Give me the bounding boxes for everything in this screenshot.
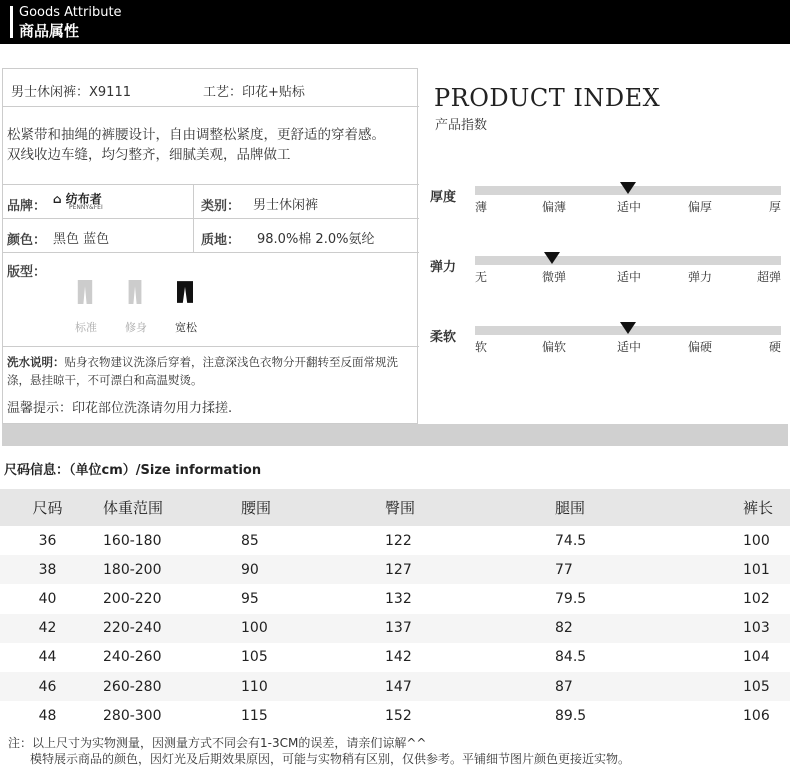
table-cell: 102 [743, 590, 770, 607]
table-row [0, 643, 790, 672]
table-cell: 101 [665, 555, 790, 584]
banner-title-cn: 商品属性 [19, 22, 80, 40]
table-cell: 100 [225, 614, 355, 643]
scale-track [475, 256, 781, 265]
size-table-header [0, 489, 790, 526]
attribute-row-product [3, 69, 419, 107]
size-column-header: 臀围 [355, 489, 535, 526]
size-column-header: 裤长 [665, 489, 790, 526]
table-cell: 100 [743, 532, 770, 549]
scale-marker-icon [620, 182, 636, 194]
fit-label: 版型： [7, 265, 47, 280]
size-note: 注：以上尺寸为实物测量，因测量方式不同会有1-3CM的误差，请亲们谅解^^ [8, 736, 427, 750]
banner-title-en: Goods Attribute [19, 5, 122, 20]
size-info-title: 尺码信息：（单位cm）/Size information [4, 463, 262, 478]
table-cell: 85 [241, 532, 259, 549]
cell-divider [193, 185, 194, 219]
color-value: 黑色 蓝色 [53, 232, 110, 247]
table-cell: 40 [38, 590, 57, 607]
scale-label: 弹力 [430, 260, 457, 275]
table-cell: 104 [743, 649, 770, 666]
table-cell: 137 [355, 614, 535, 643]
table-cell: 48 [38, 707, 57, 724]
fit-option-label: 修身 [125, 321, 147, 334]
table-cell: 142 [385, 649, 412, 666]
table-cell: 105 [241, 649, 268, 666]
table-cell: 89.5 [555, 707, 587, 724]
scale-tick-label: 偏硬 [688, 340, 713, 354]
attribute-row-brand [3, 185, 419, 219]
table-cell: 152 [385, 707, 412, 724]
cell-divider [193, 219, 194, 253]
banner-accent-bar [10, 6, 13, 38]
table-cell: 95 [241, 590, 259, 607]
scale-tick-label: 薄 [475, 200, 488, 214]
table-cell: 106 [743, 707, 770, 724]
product-description [7, 125, 385, 165]
size-table [0, 489, 790, 730]
care-tip: 温馨提示：印花部位洗涤请勿用力揉搓. [7, 401, 233, 416]
table-cell: 110 [225, 672, 355, 701]
attribute-panel [2, 68, 418, 424]
size-table-body [0, 526, 790, 730]
brand-logo-icon: ⌂ [53, 192, 62, 206]
table-cell: 46 [0, 672, 95, 701]
scale-tick-label: 微弹 [542, 270, 567, 284]
table-row [0, 555, 790, 584]
material-label: 质地： [201, 233, 241, 248]
table-cell: 200-220 [103, 590, 162, 607]
description-line: 松紧带和抽绳的裤腰设计，自由调整松紧度，更舒适的穿着感。 [7, 127, 385, 143]
table-cell: 82 [535, 614, 665, 643]
table-row [0, 526, 790, 555]
fit-option-label: 标准 [75, 321, 97, 334]
table-cell: 38 [0, 555, 95, 584]
category-label: 类别： [201, 199, 241, 214]
table-cell: 122 [385, 532, 412, 549]
scale-label: 厚度 [430, 190, 457, 205]
scale-tick-label: 弹力 [688, 270, 713, 284]
brand-label: 品牌： [7, 199, 47, 214]
table-cell: 105 [665, 672, 790, 701]
description-line: 双线收边车缝，均匀整齐，细腻美观，品牌做工 [7, 147, 291, 163]
table-cell: 127 [355, 555, 535, 584]
table-row [0, 614, 790, 643]
table-cell: 42 [0, 614, 95, 643]
scale-marker-icon [544, 252, 560, 264]
table-row [0, 672, 790, 701]
scale-tick-label: 硬 [768, 340, 781, 354]
table-row [0, 584, 790, 613]
pants-icon [77, 279, 93, 305]
size-column-header: 尺码 [0, 489, 95, 526]
size-column-header: 腿围 [535, 489, 665, 526]
section-banner [0, 0, 790, 44]
scale-tick-label: 软 [475, 340, 488, 354]
scale-marker-icon [620, 322, 636, 334]
table-cell: 87 [535, 672, 665, 701]
table-cell: 79.5 [555, 590, 587, 607]
attribute-row-description [3, 107, 419, 185]
product-line: 男士休闲裤：X9111 [11, 85, 131, 100]
scale-tick-label: 厚 [768, 200, 781, 214]
size-column-header: 腰围 [225, 489, 355, 526]
table-cell: 147 [355, 672, 535, 701]
scale-tick-label: 偏厚 [688, 200, 713, 214]
table-cell: 74.5 [555, 532, 587, 549]
section-divider [2, 424, 788, 446]
scale-tick-label: 偏软 [542, 340, 567, 354]
table-cell: 36 [38, 532, 57, 549]
category-value: 男士休闲裤 [253, 198, 319, 213]
table-cell: 180-200 [95, 555, 225, 584]
attribute-row-care [3, 347, 419, 423]
craft-line: 工艺：印花+贴标 [203, 85, 305, 100]
table-cell: 160-180 [103, 532, 162, 549]
scale-tick-label: 无 [475, 270, 488, 284]
brand-logo: ⌂ 纺布者 PENNY&FEI [53, 192, 103, 211]
table-cell: 240-260 [103, 649, 162, 666]
scale-tick-label: 适中 [617, 270, 642, 284]
attribute-row-color [3, 219, 419, 253]
product-index-subtitle: 产品指数 [435, 118, 488, 133]
pants-icon [177, 279, 193, 305]
attribute-row-fit [3, 253, 419, 347]
table-cell: 77 [535, 555, 665, 584]
table-cell: 84.5 [555, 649, 587, 666]
table-cell: 280-300 [103, 707, 162, 724]
color-note: 模特展示商品的颜色，因灯光及后期效果原因，可能与实物稍有区别，仅供参考。平铺细节图片颜色更接近实物。 [30, 752, 631, 766]
table-cell: 220-240 [95, 614, 225, 643]
pants-icon [127, 279, 143, 305]
scale-tick-label: 适中 [617, 200, 642, 214]
color-label: 颜色： [7, 233, 47, 248]
scale-label: 柔软 [430, 330, 457, 345]
table-cell: 103 [665, 614, 790, 643]
fit-option-label: 宽松 [175, 321, 197, 334]
table-cell: 90 [225, 555, 355, 584]
size-column-header: 体重范围 [95, 489, 225, 526]
material-value: 98.0%棉 2.0%氨纶 [257, 232, 375, 247]
scale-tick-label: 偏薄 [542, 200, 567, 214]
table-row [0, 701, 790, 730]
table-cell: 132 [385, 590, 412, 607]
product-index-panel [420, 68, 790, 424]
wash-text: 贴身衣物建议洗涤后穿着，注意深浅色衣物分开翻转至反面常规洗涤，悬挂晾干，不可漂白和高温熨烫。 [7, 355, 398, 387]
scale-tick-label: 适中 [617, 340, 642, 354]
product-index-title: PRODUCT INDEX [434, 84, 661, 112]
table-cell: 44 [38, 649, 57, 666]
table-cell: 115 [241, 707, 268, 724]
scale-tick-label: 超弹 [756, 270, 781, 284]
wash-label: 洗水说明： [7, 355, 65, 369]
wash-instructions [7, 353, 413, 389]
table-cell: 260-280 [95, 672, 225, 701]
